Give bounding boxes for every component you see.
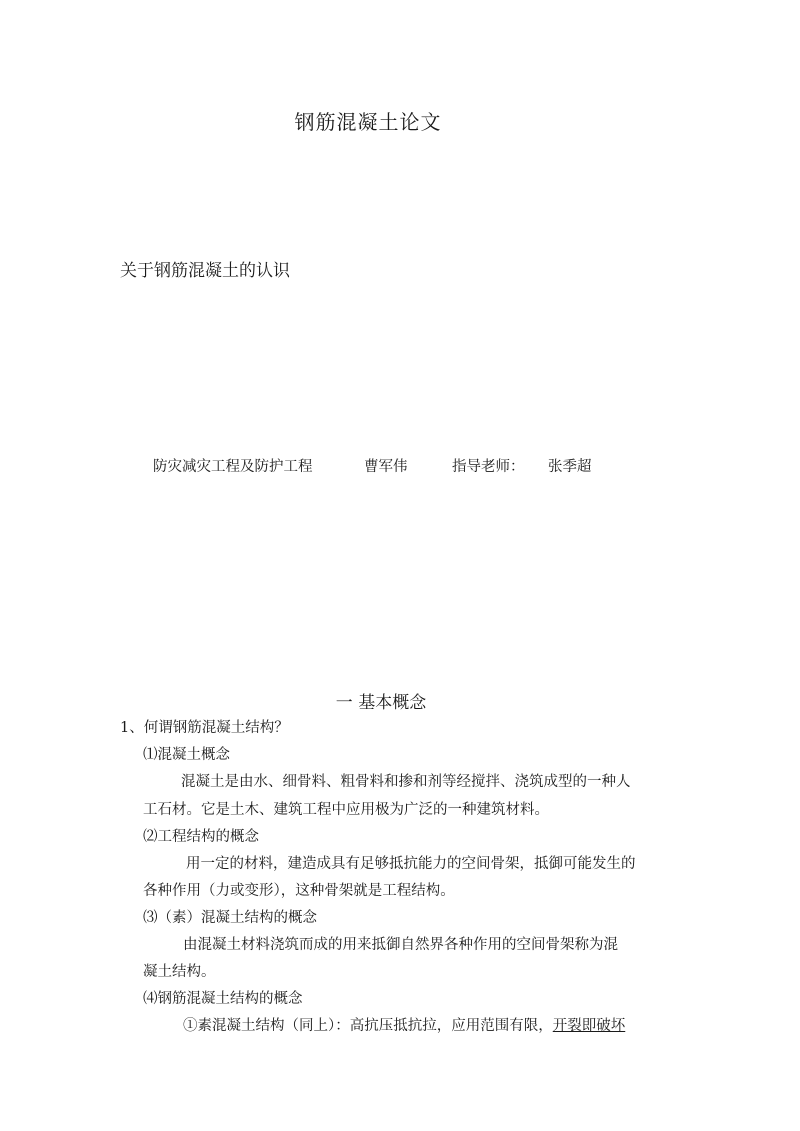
document-title: 钢筋混凝土论文 (294, 110, 442, 134)
byline-advisor: 张季超 (548, 459, 592, 475)
underlined-text: 开裂即破坏 (552, 1018, 626, 1034)
byline-author: 曹军伟 (364, 459, 408, 475)
item-heading-reinforced-concrete: ⑷钢筋混凝土结构的概念 (143, 991, 303, 1007)
byline-advisor-label: 指导老师： (452, 459, 525, 475)
item-heading-plain-concrete: ⑶（素）混凝土结构的概念 (143, 910, 317, 926)
paragraph-line: 凝土结构。 (143, 964, 216, 980)
paragraph-text: ①素混凝土结构（同上）：高抗压抵抗拉，应用范围有限， (183, 1018, 553, 1034)
byline-department: 防灾减灾工程及防护工程 (153, 459, 313, 475)
document-subtitle: 关于钢筋混凝土的认识 (120, 261, 290, 281)
item-heading-engineering-structure: ⑵工程结构的概念 (143, 829, 259, 845)
paragraph-line: 各种作用（力或变形），这种骨架就是工程结构。 (143, 883, 455, 899)
section-heading: 一 基本概念 (335, 693, 427, 713)
question-heading: 1、何谓钢筋混凝土结构？ (120, 720, 289, 736)
paragraph-line: 由混凝土材料浇筑而成的用来抵御自然界各种作用的空间骨架称为混 (183, 937, 618, 953)
paragraph-line: 用一定的材料，建造成具有足够抵抗能力的空间骨架，抵御可能发生的 (186, 856, 636, 872)
paragraph-line (183, 1014, 625, 1035)
paragraph-line: 工石材。它是土木、建筑工程中应用极为广泛的一种建筑材料。 (143, 802, 549, 818)
paragraph-line: 混凝土是由水、细骨料、粗骨料和掺和剂等经搅拌、浇筑成型的一种人 (181, 774, 631, 790)
item-heading-concrete: ⑴混凝土概念 (143, 747, 230, 763)
